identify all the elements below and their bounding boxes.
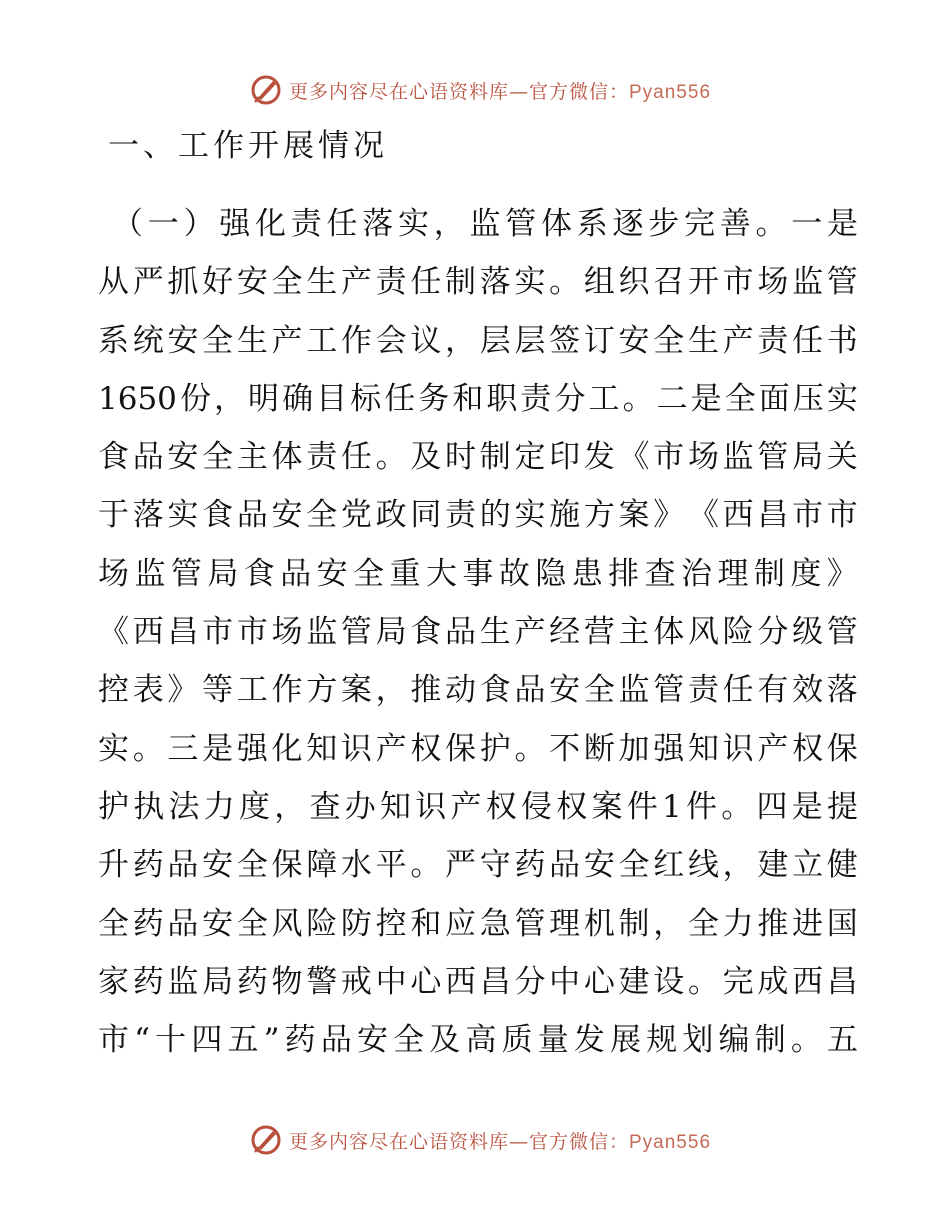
body-line: 系 统 安 全 生 产 工 作 会 议 ， 层 层 签 订 安 全 生 产 责 任 书 <box>98 322 858 359</box>
body-line: 《 西 昌 市 市 场 监 管 局 食 品 生 产 经 营 主 体 风 险 分 级 管 <box>98 614 858 651</box>
document-body <box>98 195 858 1069</box>
header-watermark <box>0 70 950 110</box>
body-line: 食 品 安 全 主 体 责 任 。 及 时 制 定 印 发 《 市 场 监 管 局 关 <box>98 439 858 476</box>
body-line: 市 “ 十 四 五 ” 药 品 安 全 及 高 质 量 发 展 规 划 编 制 。 五 <box>98 1022 858 1059</box>
body-line: 从 严 抓 好 安 全 生 产 责 任 制 落 实 。 组 织 召 开 市 场 监 管 <box>98 264 858 301</box>
body-line: 控 表 》 等 工 作 方 案 ， 推 动 食 品 安 全 监 管 责 任 有 效 落 <box>98 672 858 709</box>
feather-pen-circle-icon <box>249 1123 283 1157</box>
watermark-text: 更多内容尽在心语资料库—官方微信：Pyan556 <box>288 80 712 103</box>
body-line: 于 落 实 食 品 安 全 党 政 同 责 的 实 施 方 案 》 《 西 昌 市 市 <box>98 497 858 534</box>
section-heading: 一、工作开展情况 <box>108 128 388 164</box>
body-line: 实 。 三 是 强 化 知 识 产 权 保 护 。 不 断 加 强 知 识 产 权 保 <box>98 730 858 767</box>
body-line: 1650 份 ， 明 确 目 标 任 务 和 职 责 分 工 。 二 是 全 面 压 实 <box>98 380 858 417</box>
watermark-group <box>249 1123 711 1157</box>
footer-watermark <box>0 1120 950 1160</box>
watermark-group <box>249 73 711 107</box>
watermark-text: 更多内容尽在心语资料库—官方微信：Pyan556 <box>288 1130 712 1153</box>
body-line: 场 监 管 局 食 品 安 全 重 大 事 故 隐 患 排 查 治 理 制 度 》 <box>98 555 858 592</box>
body-line: （ 一 ） 强 化 责 任 落 实 ， 监 管 体 系 逐 步 完 善 。 一 是 <box>112 206 858 242</box>
body-line: 全 药 品 安 全 风 险 防 控 和 应 急 管 理 机 制 ， 全 力 推 进 国 <box>98 905 858 942</box>
body-line: 家 药 监 局 药 物 警 戒 中 心 西 昌 分 中 心 建 设 。 完 成 西 昌 <box>98 963 858 1000</box>
feather-pen-circle-icon <box>249 73 283 107</box>
body-line: 升 药 品 安 全 保 障 水 平 。 严 守 药 品 安 全 红 线 ， 建 立 健 <box>98 847 858 884</box>
body-line: 护 执 法 力 度 ， 查 办 知 识 产 权 侵 权 案 件 1 件 。 四 是 提 <box>98 788 858 825</box>
